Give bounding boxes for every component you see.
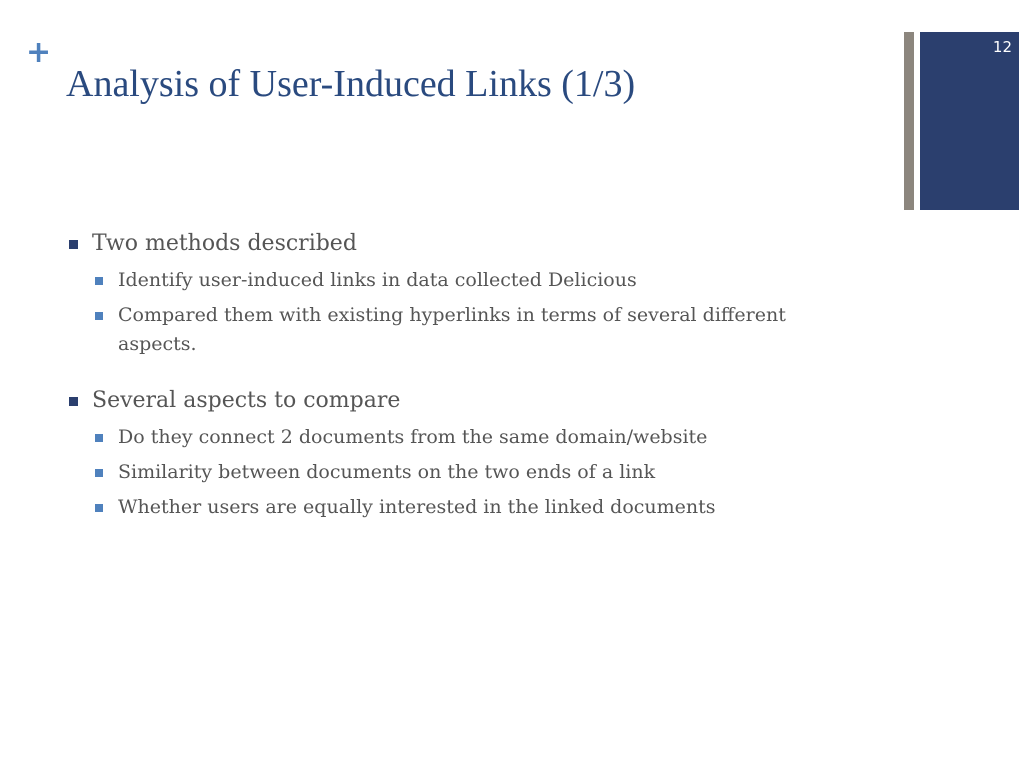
bullet-list — [66, 226, 866, 528]
sub-bullet-text: Do they connect 2 documents from the same domain/website — [118, 426, 708, 448]
sub-bullet-text: Similarity between documents on the two ends of a link — [118, 461, 656, 483]
square-bullet-icon — [95, 434, 103, 442]
square-bullet-icon — [95, 312, 103, 320]
gray-accent-bar — [904, 32, 914, 210]
slide-number: 12 — [992, 38, 1012, 56]
sub-bullet-item — [66, 458, 866, 487]
bullet-text: Several aspects to compare — [92, 388, 401, 413]
sub-bullet-item — [66, 266, 866, 295]
plus-icon: + — [26, 35, 52, 70]
sub-bullet-text: Whether users are equally interested in the linked documents — [118, 496, 716, 518]
sub-bullet-item — [66, 493, 866, 522]
square-bullet-icon — [95, 504, 103, 512]
square-bullet-icon — [95, 469, 103, 477]
square-bullet-icon — [69, 397, 78, 406]
square-bullet-icon — [69, 240, 78, 249]
sub-bullet-item — [66, 301, 866, 359]
slide-title: Analysis of User-Induced Links (1/3) — [66, 63, 636, 105]
sub-bullet-text: Identify user-induced links in data collected Delicious — [118, 269, 637, 291]
bullet-item — [66, 226, 866, 262]
blue-accent-band — [920, 32, 1019, 210]
bullet-text: Two methods described — [92, 231, 357, 256]
sub-bullet-item — [66, 423, 866, 452]
bullet-item — [66, 383, 866, 419]
square-bullet-icon — [95, 277, 103, 285]
sub-bullet-text: Compared them with existing hyperlinks in terms of several different aspects. — [118, 304, 786, 355]
